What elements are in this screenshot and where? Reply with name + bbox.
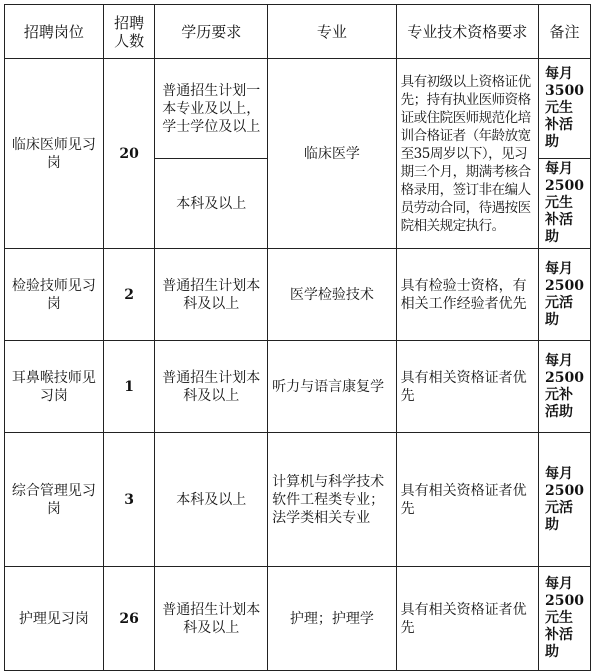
qualification-cell: 具有相关资格证者优先 bbox=[396, 341, 538, 433]
position-cell: 护理见习岗 bbox=[5, 567, 104, 671]
table-row bbox=[5, 433, 591, 567]
header-major: 专业 bbox=[268, 5, 397, 59]
education-cell: 本科及以上 bbox=[155, 159, 268, 249]
qualification-cell: 具有相关资格证者优先 bbox=[396, 433, 538, 567]
header-row bbox=[5, 5, 591, 59]
header-qualification: 专业技术资格要求 bbox=[396, 5, 538, 59]
count-cell: 26 bbox=[103, 567, 155, 671]
count-cell: 20 bbox=[103, 59, 155, 249]
count-cell: 2 bbox=[103, 249, 155, 341]
qualification-cell: 具有检验士资格，有相关工作经验者优先 bbox=[396, 249, 538, 341]
position-cell: 耳鼻喉技师见习岗 bbox=[5, 341, 104, 433]
recruitment-table bbox=[4, 4, 591, 671]
note-cell: 每月3500元生补活助 bbox=[538, 59, 590, 159]
major-cell: 护理；护理学 bbox=[268, 567, 397, 671]
header-position: 招聘岗位 bbox=[5, 5, 104, 59]
note-cell: 每月2500元生补活助 bbox=[538, 159, 590, 249]
note-cell: 每月2500元补活助 bbox=[538, 341, 590, 433]
qualification-cell: 具有相关资格证者优先 bbox=[396, 567, 538, 671]
table-row bbox=[5, 567, 591, 671]
count-cell: 3 bbox=[103, 433, 155, 567]
table-row bbox=[5, 249, 591, 341]
note-cell: 每月2500元生补活助 bbox=[538, 567, 590, 671]
education-cell: 普通招生计划本科及以上 bbox=[155, 567, 268, 671]
position-cell: 综合管理见习岗 bbox=[5, 433, 104, 567]
table-row bbox=[5, 59, 591, 159]
position-cell: 检验技师见习岗 bbox=[5, 249, 104, 341]
major-cell: 计算机与科学技术软件工程类专业；法学类相关专业 bbox=[268, 433, 397, 567]
major-cell: 临床医学 bbox=[268, 59, 397, 249]
header-note: 备注 bbox=[538, 5, 590, 59]
education-cell: 普通招生计划一本专业及以上，学士学位及以上 bbox=[155, 59, 268, 159]
note-cell: 每月2500元活助 bbox=[538, 249, 590, 341]
major-cell: 听力与语言康复学 bbox=[268, 341, 397, 433]
table-row bbox=[5, 341, 591, 433]
count-cell: 1 bbox=[103, 341, 155, 433]
header-education: 学历要求 bbox=[155, 5, 268, 59]
education-cell: 普通招生计划本科及以上 bbox=[155, 249, 268, 341]
position-cell: 临床医师见习岗 bbox=[5, 59, 104, 249]
note-cell: 每月2500元活助 bbox=[538, 433, 590, 567]
education-cell: 本科及以上 bbox=[155, 433, 268, 567]
education-cell: 普通招生计划本科及以上 bbox=[155, 341, 268, 433]
header-count: 招聘人数 bbox=[103, 5, 155, 59]
major-cell: 医学检验技术 bbox=[268, 249, 397, 341]
qualification-cell: 具有初级以上资格证优先；持有执业医师资格证或住院医师规范化培训合格证者（年龄放宽至35周岁以下），见习期三个月，期满考核合格录用，签订非在编人员劳动合同，待遇按医院相关规定执行。 bbox=[396, 59, 538, 249]
